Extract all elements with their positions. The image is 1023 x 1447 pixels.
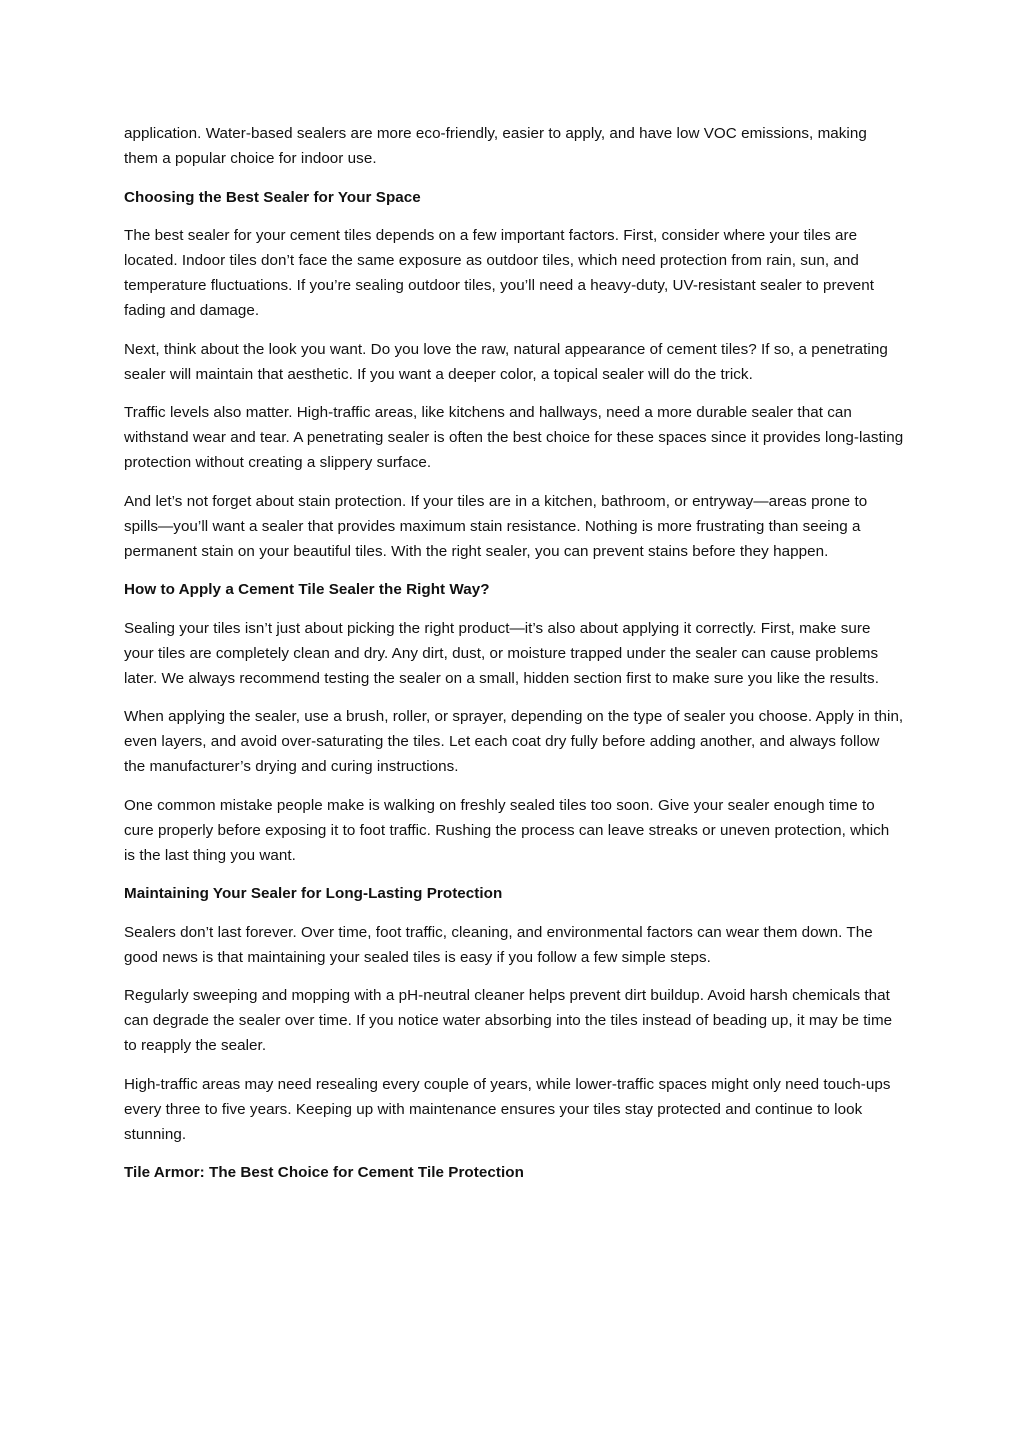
document-page [124, 121, 904, 1199]
heading-maintaining-sealer: Maintaining Your Sealer for Long-Lasting Protection [124, 885, 503, 902]
paragraph-water-based-sealers: application. Water-based sealers are more eco-friendly, easier to apply, and have low VOC emissions, making them a popular choice for indoor use. [124, 125, 867, 167]
paragraph-regular-sweeping: Regularly sweeping and mopping with a pH-neutral cleaner helps prevent dirt buildup. Avoid harsh chemicals that can degrade the sealer over time. If you notice water absorbing into the tiles instead of beading up, it may be time to reapply the sealer. [124, 987, 893, 1054]
paragraph-look-you-want: Next, think about the look you want. Do you love the raw, natural appearance of cement tiles? If so, a penetrating sealer will maintain that aesthetic. If you want a deeper color, a topical sealer will do the trick. [124, 340, 888, 383]
paragraph-high-traffic-resealing: High-traffic areas may need resealing every couple of years, while lower-traffic spaces might only need touch-ups every three to five years. Keeping up with maintenance ensures your tiles stay protected and continue to look stunning. [124, 1075, 891, 1143]
paragraph-applying-sealer: When applying the sealer, use a brush, roller, or sprayer, depending on the type of sealer you choose. Apply in thin, even layers, and avoid over-saturating the tiles. Let each coat dry fully before adding another, and always follow the manufacturer’s drying and curing instructions. [124, 708, 904, 775]
paragraph-best-sealer-factors: The best sealer for your cement tiles depends on a few important factors. First, consider where your tiles are located. Indoor tiles don’t face the same exposure as outdoor tiles, which need protection from rain, sun, and temperature fluctuations. If you’re sealing outdoor tiles, you’ll need a heavy-duty, UV-resistant sealer to prevent fading and damage. [124, 227, 875, 319]
paragraph-sealers-dont-last: Sealers don’t last forever. Over time, foot traffic, cleaning, and environmental factors can wear them down. The good news is that maintaining your sealed tiles is easy if you follow a few simple steps. [124, 923, 873, 966]
paragraph-sealing-correctly: Sealing your tiles isn’t just about picking the right product—it’s also about applying it correctly. First, make sure your tiles are completely clean and dry. Any dirt, dust, or moisture trapped under the sealer can cause problems later. We always recommend testing the sealer on a small, hidden section first to make sure you like the results. [124, 619, 879, 687]
heading-choosing-best-sealer: Choosing the Best Sealer for Your Space [124, 188, 421, 206]
paragraph-traffic-levels: Traffic levels also matter. High-traffic areas, like kitchens and hallways, need a more durable sealer that can withstand wear and tear. A penetrating sealer is often the best choice for these spaces since it provides long-lasting protection without creating a slippery surface. [124, 404, 904, 471]
paragraph-common-mistake: One common mistake people make is walking on freshly sealed tiles too soon. Give your sealer enough time to cure properly before exposing it to foot traffic. Rushing the process can leave streaks or uneven protection, which is the last thing you want. [124, 796, 890, 864]
heading-tile-armor: Tile Armor: The Best Choice for Cement Tile Protection [124, 1164, 524, 1181]
paragraph-stain-protection: And let’s not forget about stain protection. If your tiles are in a kitchen, bathroom, or entryway—areas prone to spills—you’ll want a sealer that provides maximum stain resistance. Nothing is more frustrating than seeing a permanent stain on your beautiful tiles. With the right sealer, you can prevent stains before they happen. [124, 492, 868, 560]
heading-how-to-apply: How to Apply a Cement Tile Sealer the Right Way? [124, 581, 490, 598]
